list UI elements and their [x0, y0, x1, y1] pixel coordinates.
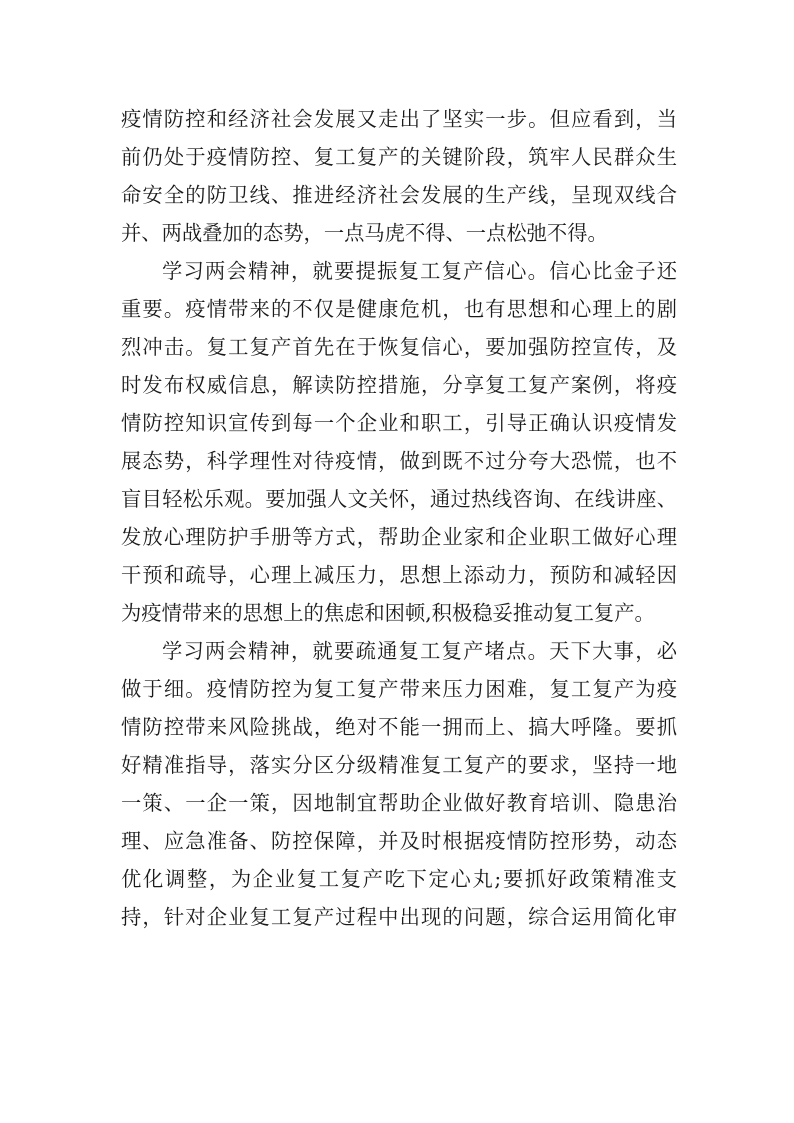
text-line: 好精准指导，落实分区分级精准复工复产的要求，坚持一地	[121, 753, 677, 777]
text-line: 学习两会精神，就要疏通复工复产堵点。天下大事，必	[162, 639, 677, 663]
text-line: 烈冲击。复工复产首先在于恢复信心，要加强防控宣传，及	[121, 335, 677, 359]
text-line: 时发布权威信息，解读防控措施，分享复工复产案例，将疫	[121, 373, 677, 397]
text-line: 学习两会精神，就要提振复工复产信心。信心比金子还	[162, 259, 677, 283]
text-line: 前仍处于疫情防控、复工复产的关键阶段，筑牢人民群众生	[121, 145, 677, 169]
text-line: 展态势，科学理性对待疫情，做到既不过分夸大恐慌，也不	[121, 449, 677, 473]
text-line: 一策、一企一策，因地制宜帮助企业做好教育培训、隐患治	[121, 791, 677, 815]
text-line: 盲目轻松乐观。要加强人文关怀，通过热线咨询、在线讲座、	[121, 487, 677, 511]
text-line: 理、应急准备、防控保障，并及时根据疫情防控形势，动态	[121, 829, 677, 853]
text-line: 发放心理防护手册等方式，帮助企业家和企业职工做好心理	[121, 525, 677, 549]
text-line: 疫情防控和经济社会发展又走出了坚实一步。但应看到，当	[121, 107, 677, 131]
text-line: 持，针对企业复工复产过程中出现的问题，综合运用简化审	[121, 905, 677, 929]
text-line: 重要。疫情带来的不仅是健康危机，也有思想和心理上的剧	[121, 297, 677, 321]
text-line: 情防控带来风险挑战，绝对不能一拥而上、搞大呼隆。要抓	[121, 715, 677, 739]
text-line: 干预和疏导，心理上减压力，思想上添动力，预防和减轻因	[121, 563, 677, 587]
text-line: 命安全的防卫线、推进经济社会发展的生产线，呈现双线合	[121, 183, 677, 207]
text-line: 并、两战叠加的态势，一点马虎不得、一点松弛不得。	[121, 221, 608, 245]
text-line: 情防控知识宣传到每一个企业和职工，引导正确认识疫情发	[121, 411, 677, 435]
body-text	[121, 100, 677, 936]
text-line: 优化调整，为企业复工复产吃下定心丸;要抓好政策精准支	[121, 867, 677, 891]
text-line: 为疫情带来的思想上的焦虑和困顿,积极稳妥推动复工复产。	[121, 601, 655, 625]
text-line: 做于细。疫情防控为复工复产带来压力困难，复工复产为疫	[121, 677, 677, 701]
